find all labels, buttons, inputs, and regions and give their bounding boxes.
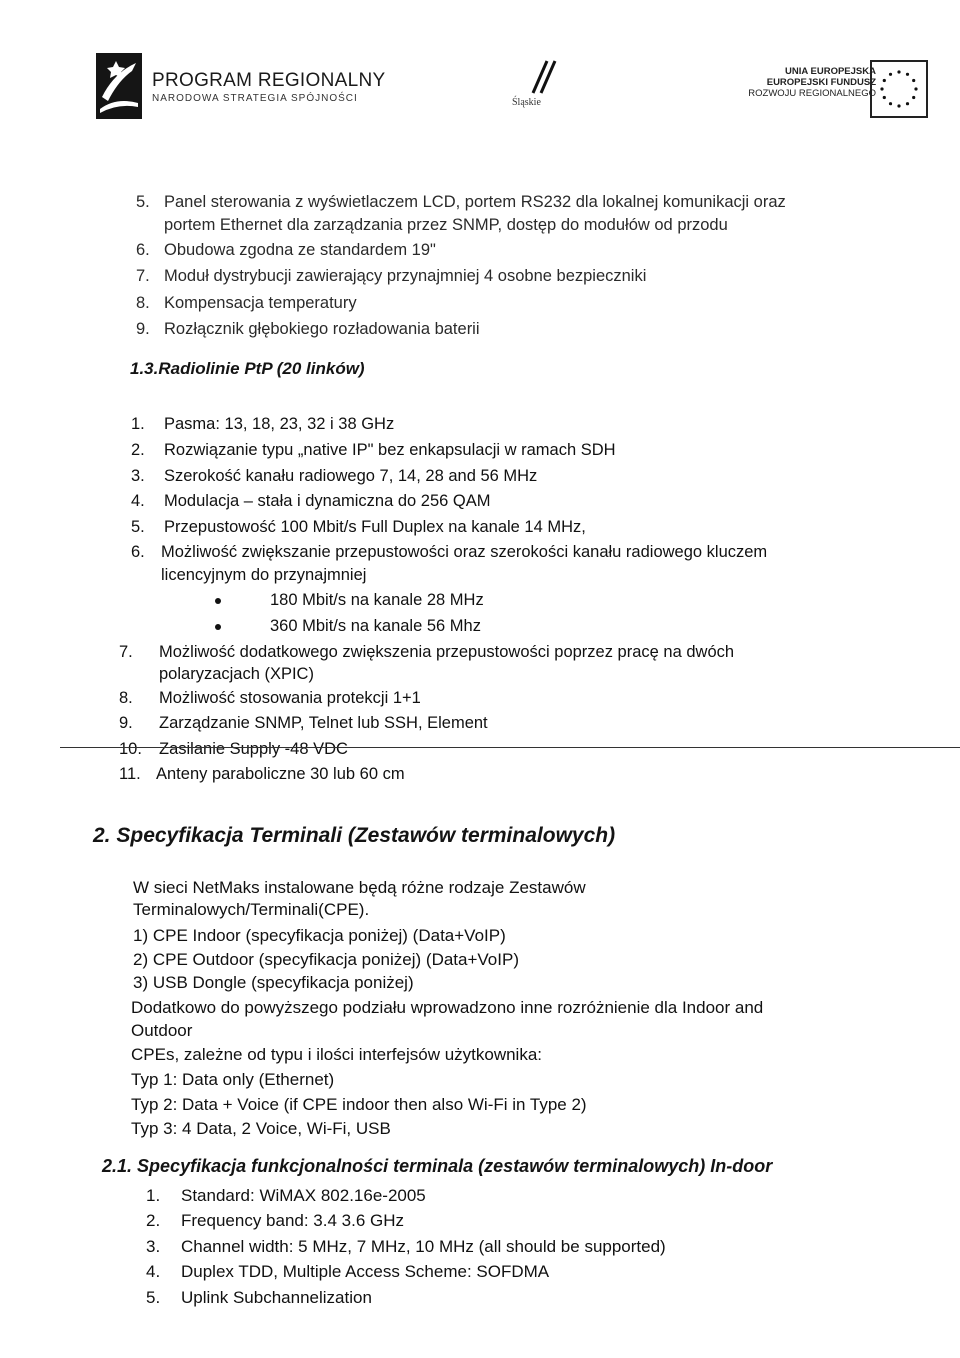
list-item-text: Zasilanie Supply -48 VDC [159, 740, 348, 758]
list-item-text: portem Ethernet dla zarządzania przez SNMP, dostęp do modułów od przodu [164, 216, 728, 234]
list-item-text: Modulacja – stała i dynamiczna do 256 QAM [164, 492, 491, 510]
list-item-number: 6. [131, 543, 145, 561]
section-heading-2 [93, 824, 615, 848]
paragraph-line: Outdoor [131, 1021, 193, 1040]
list-item-text: Moduł dystrybucji zawierający przynajmniej 4 osobne bezpieczniki [164, 267, 647, 285]
list-item-number: 5. [146, 1288, 161, 1307]
program-subtitle: NARODOWA STRATEGIA SPÓJNOŚCI [152, 93, 358, 104]
section-title: Radiolinie PtP (20 linków) [158, 359, 365, 378]
list-item-text: Rozwiązanie typu „native IP" bez enkapsulacji w ramach SDH [164, 441, 616, 459]
paragraph-line: Terminalowych/Terminali(CPE). [133, 900, 370, 919]
strikethrough-line [60, 747, 960, 748]
page-header [0, 0, 960, 130]
list-item-number: 2. [146, 1211, 161, 1230]
list-item-text: Kompensacja temperatury [164, 294, 357, 312]
list-item-text: Uplink Subchannelization [181, 1288, 372, 1307]
list-item-number: 4. [131, 492, 145, 510]
list-item-number: 8. [136, 294, 150, 312]
section-number: 1.3. [130, 359, 159, 378]
section-number: 2.1. [102, 1156, 133, 1176]
list-item-text: Pasma: 13, 18, 23, 32 i 38 GHz [164, 415, 395, 433]
bullet-icon [215, 624, 221, 630]
paragraph-line: 2) CPE Outdoor (specyfikacja poniżej) (Data+VoIP) [133, 950, 519, 969]
list-item-text: Frequency band: 3.4 3.6 GHz [181, 1211, 405, 1230]
eu-text [730, 66, 876, 99]
list-item-number: 5. [136, 193, 150, 211]
list-item-number: 9. [119, 714, 133, 732]
list-item-number: 9. [136, 320, 150, 338]
list-item-text: Możliwość stosowania protekcji 1+1 [159, 689, 421, 707]
eu-program-logo-icon [96, 53, 142, 119]
list-item-number: 6. [136, 241, 150, 259]
list-item-text: polaryzacjach (XPIC) [159, 665, 314, 683]
paragraph-line: 1) CPE Indoor (specyfikacja poniżej) (Data+VoIP) [133, 926, 506, 945]
list-item-text: Szerokość kanału radiowego 7, 14, 28 and 56 MHz [164, 467, 538, 485]
list-item-text: Anteny paraboliczne 30 lub 60 cm [156, 765, 405, 783]
eu-flag-icon [870, 60, 928, 118]
eu-text-line: ROZWOJU REGIONALNEGO [748, 88, 876, 99]
paragraph-line: W sieci NetMaks instalowane będą różne rodzaje Zestawów [133, 878, 586, 897]
list-item-number: 7. [136, 267, 150, 285]
list-item-text: Możliwość zwiększanie przepustowości oraz szerokości kanału radiowego kluczem [161, 543, 768, 561]
list-item-number: 1. [131, 415, 145, 433]
section-heading-2-1 [102, 1156, 772, 1177]
paragraph-line: Typ 1: Data only (Ethernet) [131, 1070, 335, 1089]
section-number: 2. [93, 824, 111, 847]
slask-label: Śląskie [512, 97, 541, 108]
list-item-number: 8. [119, 689, 133, 707]
list-item-number: 2. [131, 441, 145, 459]
list-item-text: Przepustowość 100 Mbit/s Full Duplex na kanale 14 MHz, [164, 518, 586, 536]
list-item-text: Zarządzanie SNMP, Telnet lub SSH, Element [159, 714, 488, 732]
bullet-text: 360 Mbit/s na kanale 56 Mhz [270, 617, 481, 635]
list-item-number: 10. [119, 740, 142, 758]
list-item-number: 3. [146, 1237, 161, 1256]
eu-text-line: UNIA EUROPEJSKA [785, 66, 876, 77]
paragraph-line: 3) USB Dongle (specyfikacja poniżej) [133, 973, 414, 992]
list-item-number: 5. [131, 518, 145, 536]
slask-logo-icon [495, 57, 585, 127]
list-item-number: 4. [146, 1262, 161, 1281]
program-title: PROGRAM REGIONALNY [152, 70, 386, 91]
list-item-text: Channel width: 5 MHz, 7 MHz, 10 MHz (all should be supported) [181, 1237, 666, 1256]
bullet-text: 180 Mbit/s na kanale 28 MHz [270, 591, 484, 609]
paragraph-line: Dodatkowo do powyższego podziału wprowadzono inne rozróżnienie dla Indoor and [131, 998, 764, 1017]
paragraph-line: Typ 2: Data + Voice (if CPE indoor then also Wi-Fi in Type 2) [131, 1095, 587, 1114]
section-heading-1-3 [130, 359, 365, 379]
list-item-number: 11. [119, 765, 141, 783]
list-item-text: Panel sterowania z wyświetlaczem LCD, portem RS232 dla lokalnej komunikacji oraz [164, 193, 786, 211]
list-item-text: Możliwość dodatkowego zwiększenia przepustowości poprzez pracę na dwóch [159, 643, 735, 661]
list-item-text: Obudowa zgodna ze standardem 19" [164, 241, 436, 259]
list-item-text: Duplex TDD, Multiple Access Scheme: SOFDMA [181, 1262, 550, 1281]
list-item-number: 1. [146, 1186, 161, 1205]
bullet-icon [215, 598, 221, 604]
paragraph-line: CPEs, zależne od typu i ilości interfejsów użytkownika: [131, 1045, 543, 1064]
list-item-text: Standard: WiMAX 802.16e-2005 [181, 1186, 426, 1205]
paragraph-line: Typ 3: 4 Data, 2 Voice, Wi-Fi, USB [131, 1119, 391, 1138]
list-item-number: 3. [131, 467, 145, 485]
list-item-number: 7. [119, 643, 133, 661]
section-title: Specyfikacja funkcjonalności terminala (zestawów terminalowych) In-door [137, 1156, 773, 1176]
eu-text-line: EUROPEJSKI FUNDUSZ [766, 77, 876, 88]
section-title: Specyfikacja Terminali (Zestawów terminalowych) [116, 824, 616, 847]
list-item-text: Rozłącznik głębokiego rozładowania baterii [164, 320, 480, 338]
list-item-text: licencyjnym do przynajmniej [161, 566, 367, 584]
